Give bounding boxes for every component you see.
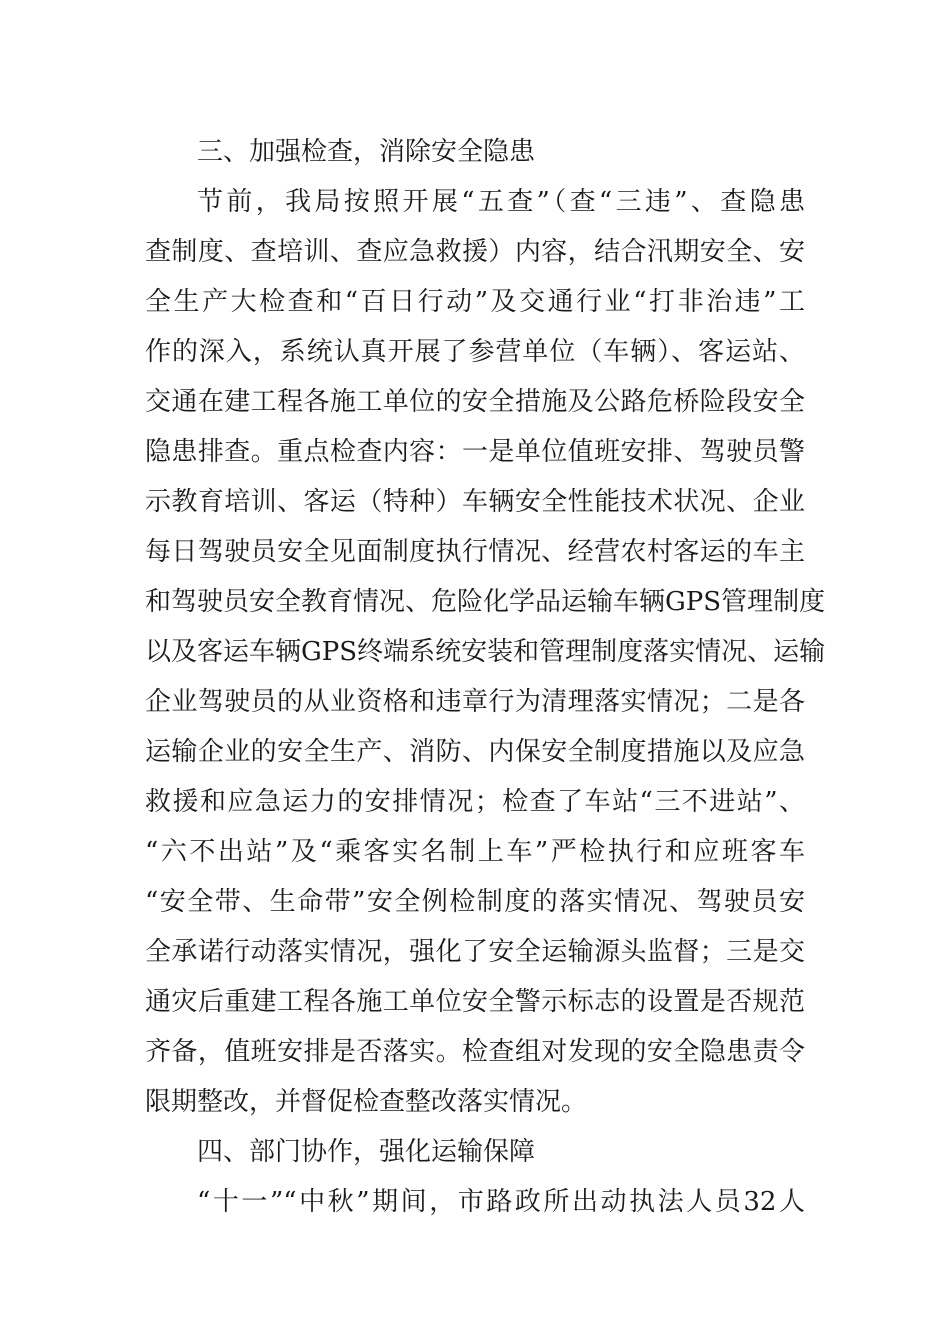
paragraph-line: 全承诺行动落实情况，强化了安全运输源头监督；三是交	[145, 937, 805, 967]
paragraph-line: “六不出站”及“乘客实名制上车”严检执行和应班客车	[145, 837, 805, 867]
paragraph-line: 作的深入，系统认真开展了参营单位（车辆）、客运站、	[145, 337, 805, 367]
paragraph-line: 节前，我局按照开展“五查”（查“三违”、查隐患	[197, 187, 805, 217]
paragraph-line: 和驾驶员安全教育情况、危险化学品运输车辆GPS管理制度	[145, 587, 826, 617]
paragraph-line: 企业驾驶员的从业资格和违章行为清理落实情况；二是各	[145, 687, 805, 717]
paragraph-line: 救援和应急运力的安排情况；检查了车站“三不进站”、	[145, 787, 805, 817]
paragraph-line: 示教育培训、客运（特种）车辆安全性能技术状况、企业	[145, 487, 805, 517]
paragraph-line: 运输企业的安全生产、消防、内保安全制度措施以及应急	[145, 737, 805, 767]
paragraph-line: 以及客运车辆GPS终端系统安装和管理制度落实情况、运输	[145, 637, 826, 667]
paragraph-line: 每日驾驶员安全见面制度执行情况、经营农村客运的车主	[145, 537, 805, 567]
paragraph-line: 限期整改，并督促检查整改落实情况。	[145, 1087, 588, 1117]
paragraph-line: 查制度、查培训、查应急救援）内容，结合汛期安全、安	[145, 237, 805, 267]
section-heading-3: 三、加强检查，消除安全隐患	[197, 137, 536, 167]
paragraph-line: “十一”“中秋”期间，市路政所出动执法人员32人	[197, 1187, 805, 1217]
paragraph-line: 隐患排查。重点检查内容：一是单位值班安排、驾驶员警	[145, 437, 805, 467]
section-heading-4: 四、部门协作，强化运输保障	[197, 1137, 536, 1167]
paragraph-line: 全生产大检查和“百日行动”及交通行业“打非治违”工	[145, 287, 805, 317]
paragraph-line: “安全带、生命带”安全例检制度的落实情况、驾驶员安	[145, 887, 805, 917]
paragraph-line: 通灾后重建工程各施工单位安全警示标志的设置是否规范	[145, 987, 805, 1017]
paragraph-line: 交通在建工程各施工单位的安全措施及公路危桥险段安全	[145, 387, 805, 417]
paragraph-line: 齐备，值班安排是否落实。检查组对发现的安全隐患责令	[145, 1037, 805, 1067]
